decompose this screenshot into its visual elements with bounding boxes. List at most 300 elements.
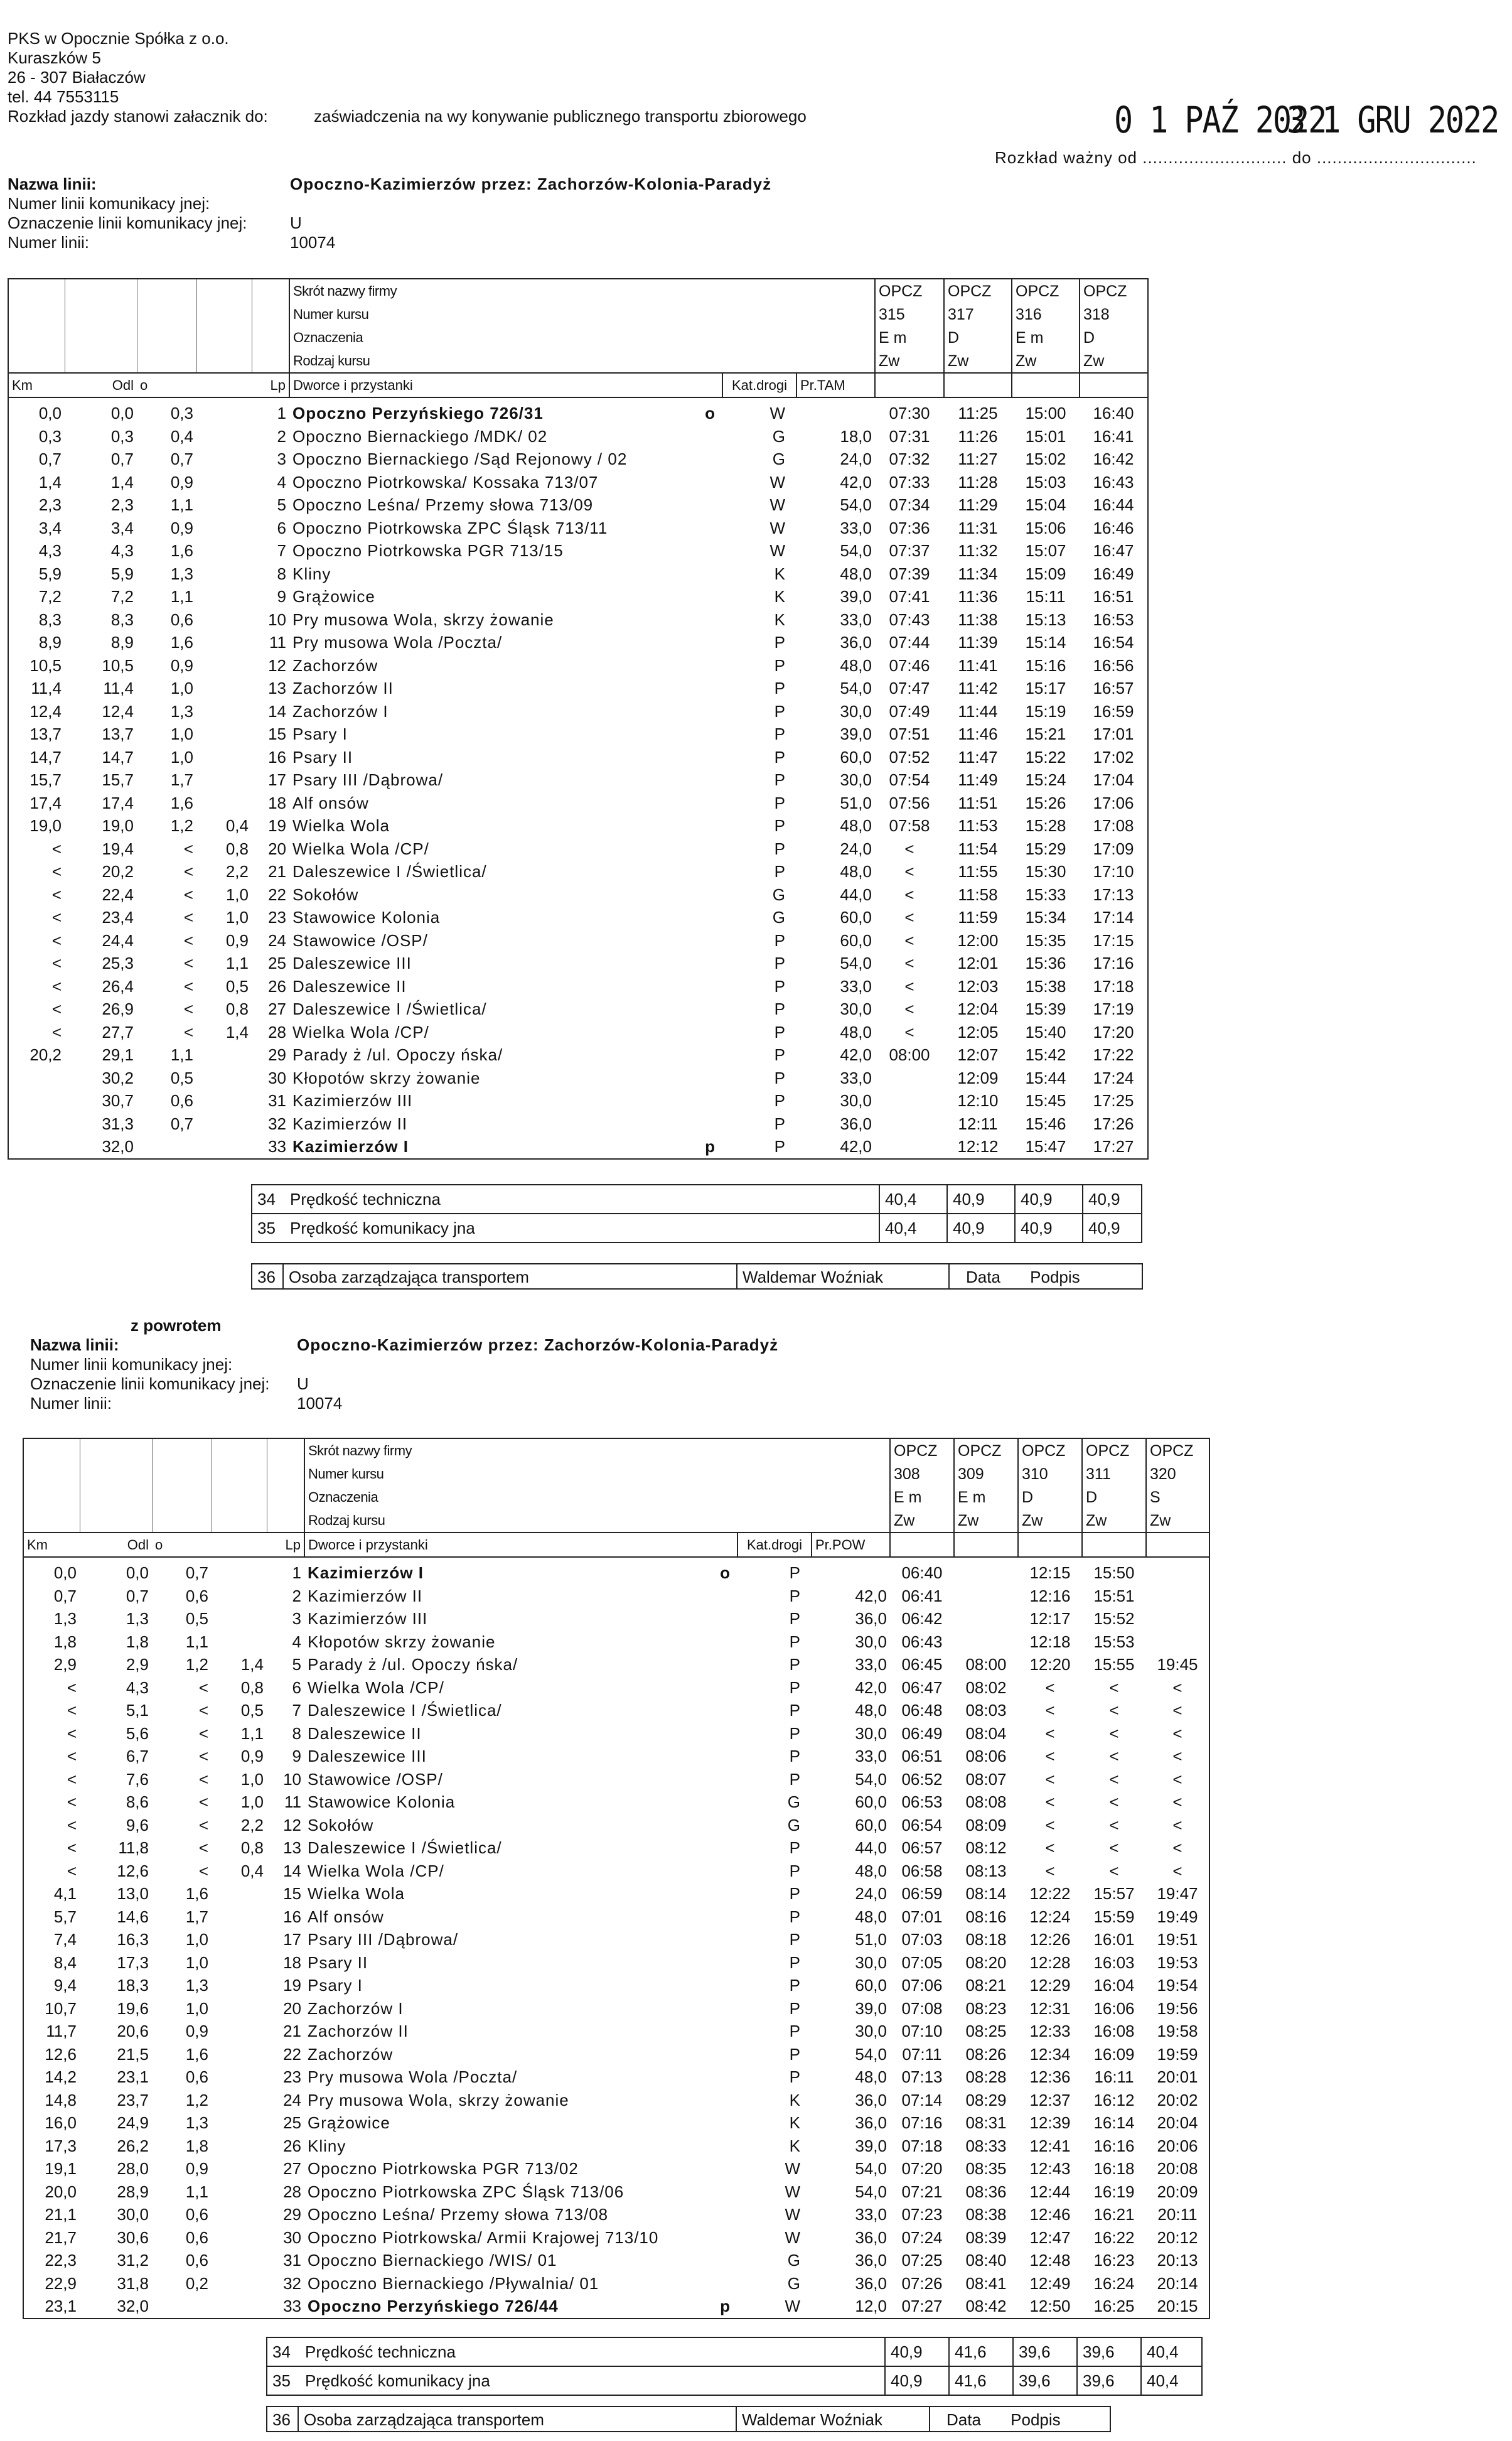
stop-name-text: Stawowice Kolonia [292,908,441,927]
stop-lp: 31 [268,1091,286,1111]
stop-dist-2 [212,1630,267,1654]
stop-odl: 11,8 [118,1838,149,1858]
stop-dist: < [183,1000,193,1019]
table-row [23,1768,1209,1791]
footer-person: Waldemar Woźniak [736,1263,950,1290]
stop-time: 06:45 [901,1655,943,1674]
stop-dist: 1,6 [185,2044,208,2064]
stop-name-text: Daleszewice II [292,976,407,996]
stop-speed: 24,0 [855,1884,887,1904]
table-row [8,631,1148,654]
stop-name-text: Stawowice /OSP/ [308,1769,443,1789]
stop-road-category: P [789,2022,800,2041]
meta-blank [252,279,289,303]
stop-time: 11:54 [958,839,998,858]
stop-km: < [8,998,65,1021]
meta-label: Oznaczenia [293,329,363,345]
stop-time: 12:31 [1029,1998,1071,2018]
stop-dist: < [198,1769,208,1789]
stop-speed: 36,0 [840,1114,872,1133]
stop-time [954,1607,1018,1630]
stop-road-category: P [774,839,785,858]
stop-name-text: Opoczno Piotrkowska/ Armii Krajowej 713/10 [308,2228,659,2247]
validity-label: Rozkład ważny od ............................ do ............................... [995,148,1477,167]
stop-time: 08:20 [965,1953,1007,1972]
stop-dist: < [183,930,193,950]
stop-time: 16:44 [1080,493,1148,517]
stop-dist: < [198,1838,208,1858]
stop-odl: 12,4 [102,701,134,721]
stop-time: 07:21 [901,2182,943,2201]
stop-name-text: Psary I [292,725,348,744]
stop-dist-2 [196,654,252,677]
stop-time: 17:19 [1080,998,1148,1021]
stop-km: 8,3 [8,608,65,632]
stop-dist-2 [196,700,252,723]
stop-dist-2: 1,1 [225,954,249,973]
stop-km: 17,4 [8,792,65,815]
stop-dist-2 [196,723,252,746]
stop-dist: 0,7 [170,1114,193,1133]
stop-road-category: P [774,1022,785,1042]
stop-km: < [23,1745,80,1768]
stop-road-category: P [774,954,785,973]
stop-time: 11:42 [958,679,998,698]
stop-dist-2: 0,8 [240,1838,264,1858]
stop-time: 11:27 [958,450,998,469]
stop-speed: 39,0 [855,1998,887,2018]
stop-time: 12:22 [1029,1884,1071,1904]
stop-time: 08:16 [965,1907,1007,1926]
stop-odl: 30,2 [102,1068,134,1087]
table-row [23,1676,1209,1700]
stop-km: 12,6 [23,2043,80,2066]
speed-comm-value: 39,6 [1077,2366,1141,2395]
meta-blank [23,1438,80,1462]
stop-time: 16:40 [1080,397,1148,425]
stop-time: 11:46 [958,725,998,744]
stop-name-text: Stawowice Kolonia [308,1792,456,1812]
stop-dist: < [198,1815,208,1835]
table-row [8,700,1148,723]
meta-blank [212,1462,267,1485]
table-row [8,677,1148,700]
meta-blank [8,326,65,349]
stop-speed: 30,0 [840,1000,872,1019]
stop-time: 08:23 [965,1998,1007,2018]
stop-time: 08:26 [965,2044,1007,2064]
stop-time: 07:06 [901,1976,943,1995]
table-row [8,585,1148,608]
stop-lp: 6 [292,1678,301,1697]
table-row [23,1585,1209,1608]
table-row [23,1557,1209,1585]
stop-road-category: P [789,1609,800,1629]
stop-time: 06:48 [901,1701,943,1720]
stop-time: 07:20 [901,2159,943,2179]
stop-name-text: Kazimierzów II [308,1586,423,1605]
stop-lp: 32 [268,1114,286,1133]
stop-km: 9,4 [23,1974,80,1997]
stop-speed: 42,0 [855,1678,887,1697]
course-mark: S [1146,1485,1209,1509]
stop-name-text: Opoczno Piotrkowska ZPC Śląsk 713/06 [308,2182,625,2201]
stop-time: 15:07 [1025,541,1066,561]
stop-km: 7,2 [8,585,65,608]
stop-odl: 7,2 [110,587,134,606]
stop-km: 22,9 [23,2272,80,2295]
stop-km: 3,4 [8,517,65,540]
course-type: Zw [1018,1509,1082,1533]
stop-time: 17:16 [1080,952,1148,975]
stop-km: < [8,860,65,883]
stop-km: 13,7 [8,723,65,746]
header-pr: Pr.TAM [796,373,875,397]
stop-road-category: K [774,610,785,629]
stop-dist-2 [196,448,252,471]
stop-dist: 1,1 [185,2182,208,2201]
stop-speed: 33,0 [840,1068,872,1087]
speed-tech-value: 41,6 [949,2337,1013,2366]
stop-time: 06:54 [901,1815,943,1835]
stop-time: 17:09 [1080,838,1148,861]
meta-blank [137,303,196,326]
speed-comm-value: 40,9 [1015,1214,1083,1242]
stop-road-category: P [774,701,785,721]
stop-time: < [1109,1861,1119,1880]
stop-time: 12:24 [1029,1907,1071,1926]
stop-time: 20:12 [1146,2226,1209,2250]
stop-odl: 19,6 [117,1998,149,2018]
stop-odl: 0,7 [126,1586,149,1605]
stop-dist: 0,6 [185,2251,208,2270]
stop-dist-2: 2,2 [240,1815,264,1835]
stop-lp: 28 [268,1022,286,1042]
stop-lp: 12 [283,1815,301,1835]
stop-time: 15:50 [1093,1563,1135,1583]
stop-time: 11:44 [958,701,998,721]
stop-km: < [23,1699,80,1722]
stop-dist-2 [212,1905,267,1929]
stop-road-category: G [787,1815,800,1835]
stop-odl: 25,3 [102,954,134,973]
stop-speed: 33,0 [840,976,872,996]
stop-time: 15:45 [1025,1091,1066,1111]
stop-time: 06:59 [901,1884,943,1904]
course-firm: OPCZ [1018,1438,1082,1462]
footer-sign: Podpis [1030,1268,1080,1286]
stop-lp: 32 [283,2273,301,2293]
stop-time: 07:51 [889,725,930,744]
stop-name-text: Daleszewice I /Świetlica/ [292,1000,487,1019]
table-row [23,1791,1209,1814]
stop-time: 16:41 [1080,425,1148,448]
stop-road-category: G [772,426,785,446]
stop-km: 20,2 [8,1043,65,1067]
stop-lp: 25 [283,2113,301,2133]
stop-road-category: P [789,1701,800,1720]
stop-dist-2 [196,1043,252,1067]
course-firm: OPCZ [1012,279,1080,303]
stop-time: < [904,1000,914,1019]
stop-road-category: P [789,1563,800,1583]
stop-name-text: Grążowice [308,2113,390,2133]
stop-km: < [23,1722,80,1745]
stop-time: 16:25 [1082,2295,1146,2319]
table-row [8,654,1148,677]
stop-odl: 17,3 [117,1953,149,1972]
stop-time: 12:12 [944,1135,1012,1159]
stop-name-text: Pry musowa Wola, skrzy żowanie [292,610,554,629]
stop-time: < [1109,1701,1119,1720]
course-firm: OPCZ [944,279,1012,303]
stop-dist-2 [212,2180,267,2204]
stop-km: 11,7 [23,2020,80,2043]
stop-lp: 15 [283,1884,301,1904]
stop-name [289,563,722,586]
speed-comm-label [267,2366,885,2395]
stop-km: < [23,1791,80,1814]
stop-name-text: Wielka Wola [292,816,390,836]
stop-km: 10,7 [23,1997,80,2020]
stop-time: 12:26 [1029,1930,1071,1949]
stop-lp: 23 [283,2067,301,2087]
stop-time: 20:14 [1146,2272,1209,2295]
stop-dist: 0,6 [170,1091,193,1111]
stop-speed: 36,0 [855,1609,887,1629]
stop-flag: o [705,404,716,423]
stop-road-category: P [789,1838,800,1858]
stop-road-category: P [789,1723,800,1743]
stop-time: 12:50 [1018,2295,1082,2319]
stop-time: 06:47 [901,1678,943,1697]
course-number: 311 [1082,1462,1146,1485]
meta-blank [196,303,252,326]
stop-road-category: P [789,1769,800,1789]
speed-comm-value: 41,6 [949,2366,1013,2395]
stop-name-text: Kłopotów skrzy żowanie [292,1068,481,1087]
stop-name [289,975,722,998]
stop-time: 08:33 [965,2136,1007,2155]
stop-time: < [1045,1769,1055,1789]
stop-name [304,1791,737,1814]
stop-dist: < [183,1022,193,1042]
table-row [8,998,1148,1021]
stop-odl: 4,3 [110,541,134,561]
table-row [8,860,1148,883]
stop-odl: 15,7 [102,770,134,790]
stop-dist-2: 0,8 [225,1000,249,1019]
speed-comm-value: 40,9 [1083,1214,1142,1242]
stop-lp: 20 [283,1998,301,2018]
stop-speed: 30,0 [840,770,872,790]
stop-time: < [1045,1815,1055,1835]
line-name: Opoczno-Kazimierzów przez: Zachorzów-Kolonia-Paradyż [297,1335,779,1354]
stop-name [304,1974,737,1997]
stop-time: 15:55 [1093,1655,1135,1674]
stop-time: 07:13 [901,2067,943,2087]
stop-time: 20:01 [1146,2066,1209,2089]
meta-blank [212,1485,267,1509]
stop-time: 17:26 [1080,1113,1148,1136]
stop-time: 12:10 [957,1091,999,1111]
stop-km [8,1089,65,1113]
stop-dist: 1,2 [185,2090,208,2110]
stop-flag: o [720,1563,731,1583]
stop-km: 4,3 [8,539,65,563]
stop-odl: 1,8 [126,1632,149,1651]
stop-speed: 60,0 [840,908,872,927]
stop-km: < [23,1768,80,1791]
stop-time: < [1045,1838,1055,1858]
stop-odl: 26,2 [117,2136,149,2155]
stop-time: 16:12 [1093,2090,1135,2110]
stop-dist: 0,6 [185,2067,208,2087]
stop-time: 12:36 [1029,2067,1071,2087]
stop-lp: 20 [268,839,286,858]
stop-name-text: Zachorzów [308,2044,394,2064]
stop-name [289,998,722,1021]
stop-name [289,471,722,494]
meta-blank [137,279,196,303]
stop-speed [812,1557,890,1585]
stop-road-category: W [785,2228,800,2247]
stop-road-category: P [789,2044,800,2064]
stop-name-text: Kazimierzów III [292,1091,413,1111]
speed-comm-row [252,1214,1142,1242]
stop-km: 15,7 [8,768,65,792]
stop-name-text: Kazimierzów III [308,1609,428,1629]
stop-time: 11:47 [958,747,998,767]
stop-time: 12:37 [1029,2090,1071,2110]
stop-odl: 22,4 [102,885,134,904]
stop-time: < [1146,1814,1209,1837]
header-blank [212,1533,267,1557]
table-row [8,1067,1148,1090]
stop-time: 15:03 [1025,472,1066,492]
outbound-timetable-body [8,279,1148,1159]
stop-time: 08:36 [965,2182,1007,2201]
stop-time: < [1109,1723,1119,1743]
stop-lp: 8 [292,1723,301,1743]
stop-dist-2 [212,1882,267,1905]
stop-name [304,2180,737,2204]
stop-lp: 9 [277,587,286,606]
stop-time: 07:14 [901,2090,943,2110]
stop-road-category: W [769,495,785,515]
stop-speed: 18,0 [840,426,872,446]
stop-name-text: Kazimierzów I [308,1563,424,1583]
stop-lp: 23 [268,908,286,927]
stop-odl: 19,4 [102,839,134,858]
stop-dist: 0,9 [185,2159,208,2179]
stop-time [875,1089,944,1113]
stop-time: 07:24 [901,2228,943,2247]
stop-name [289,906,722,929]
meta-blank [212,1509,267,1533]
column-header-row [23,1533,1209,1557]
meta-blank [252,349,289,373]
stop-time: 11:51 [958,793,998,812]
stop-time [875,1113,944,1136]
table-row [23,1653,1209,1676]
stop-speed: 48,0 [855,1907,887,1926]
stop-time: 17:04 [1080,768,1148,792]
stop-time: < [1045,1678,1055,1697]
stop-lp: 33 [267,2295,304,2319]
speed-tech-lp: 34 [272,2342,291,2361]
stop-speed: 48,0 [840,655,872,675]
stop-time: 15:16 [1025,655,1066,675]
stop-dist: 1,6 [170,633,193,652]
stop-road-category: P [774,1045,785,1065]
line-number-value: 10074 [297,1394,343,1413]
table-row [23,2135,1209,2158]
table-row [8,723,1148,746]
stop-time: 08:38 [965,2205,1007,2224]
stop-name [289,723,722,746]
stop-time: 08:00 [889,1045,930,1065]
table-row [8,883,1148,907]
stop-dist-2 [212,1585,267,1608]
stop-dist: < [183,976,193,996]
stop-speed: 30,0 [840,1091,872,1111]
stop-dist-2 [196,397,252,425]
stop-time: 15:59 [1093,1907,1135,1926]
stop-lp: 14 [283,1861,301,1880]
course-mark: E m [875,326,944,349]
stop-odl: 17,4 [102,793,134,812]
course-number: 320 [1146,1462,1209,1485]
header-course [1082,1533,1146,1557]
course-number: 318 [1080,303,1148,326]
course-mark: D [1018,1485,1082,1509]
speed-comm-value: 40,9 [885,2366,949,2395]
course-number: 317 [944,303,1012,326]
stop-km: 1,8 [23,1630,80,1654]
stop-dist: 0,9 [170,472,193,492]
stop-dist-2 [212,1928,267,1951]
stop-name-text: Opoczno Piotrkowska ZPC Śląsk 713/11 [292,518,608,537]
stop-time: 17:10 [1080,860,1148,883]
stop-km: < [8,975,65,998]
stop-speed: 36,0 [855,2273,887,2293]
stop-lp: 33 [252,1135,289,1159]
stop-road-category: W [769,472,785,492]
stop-time: 17:13 [1080,883,1148,907]
stop-name [304,1676,737,1700]
meta-label: Numer kursu [308,1465,384,1482]
speed-comm-text: Prędkość komunikacy jna [290,1218,475,1237]
stop-name [289,517,722,540]
stop-dist: 1,6 [170,541,193,561]
stop-time: 15:01 [1025,426,1066,446]
stop-time: 15:57 [1093,1884,1135,1904]
stop-dist-2: 1,0 [225,908,249,927]
stop-road-category: K [789,2113,800,2133]
header-o: o [137,373,196,397]
table-row [23,2043,1209,2066]
line-name-label: Nazwa linii: [8,175,97,193]
stop-km: 14,7 [8,746,65,769]
stop-time: 12:01 [957,954,999,973]
header-course [890,1533,954,1557]
stop-dist-2: 0,8 [225,839,249,858]
stop-dist: 0,7 [185,1563,208,1583]
speed-tech-value: 39,6 [1077,2337,1141,2366]
stop-odl: 27,7 [102,1022,134,1042]
stop-lp: 6 [277,518,286,537]
